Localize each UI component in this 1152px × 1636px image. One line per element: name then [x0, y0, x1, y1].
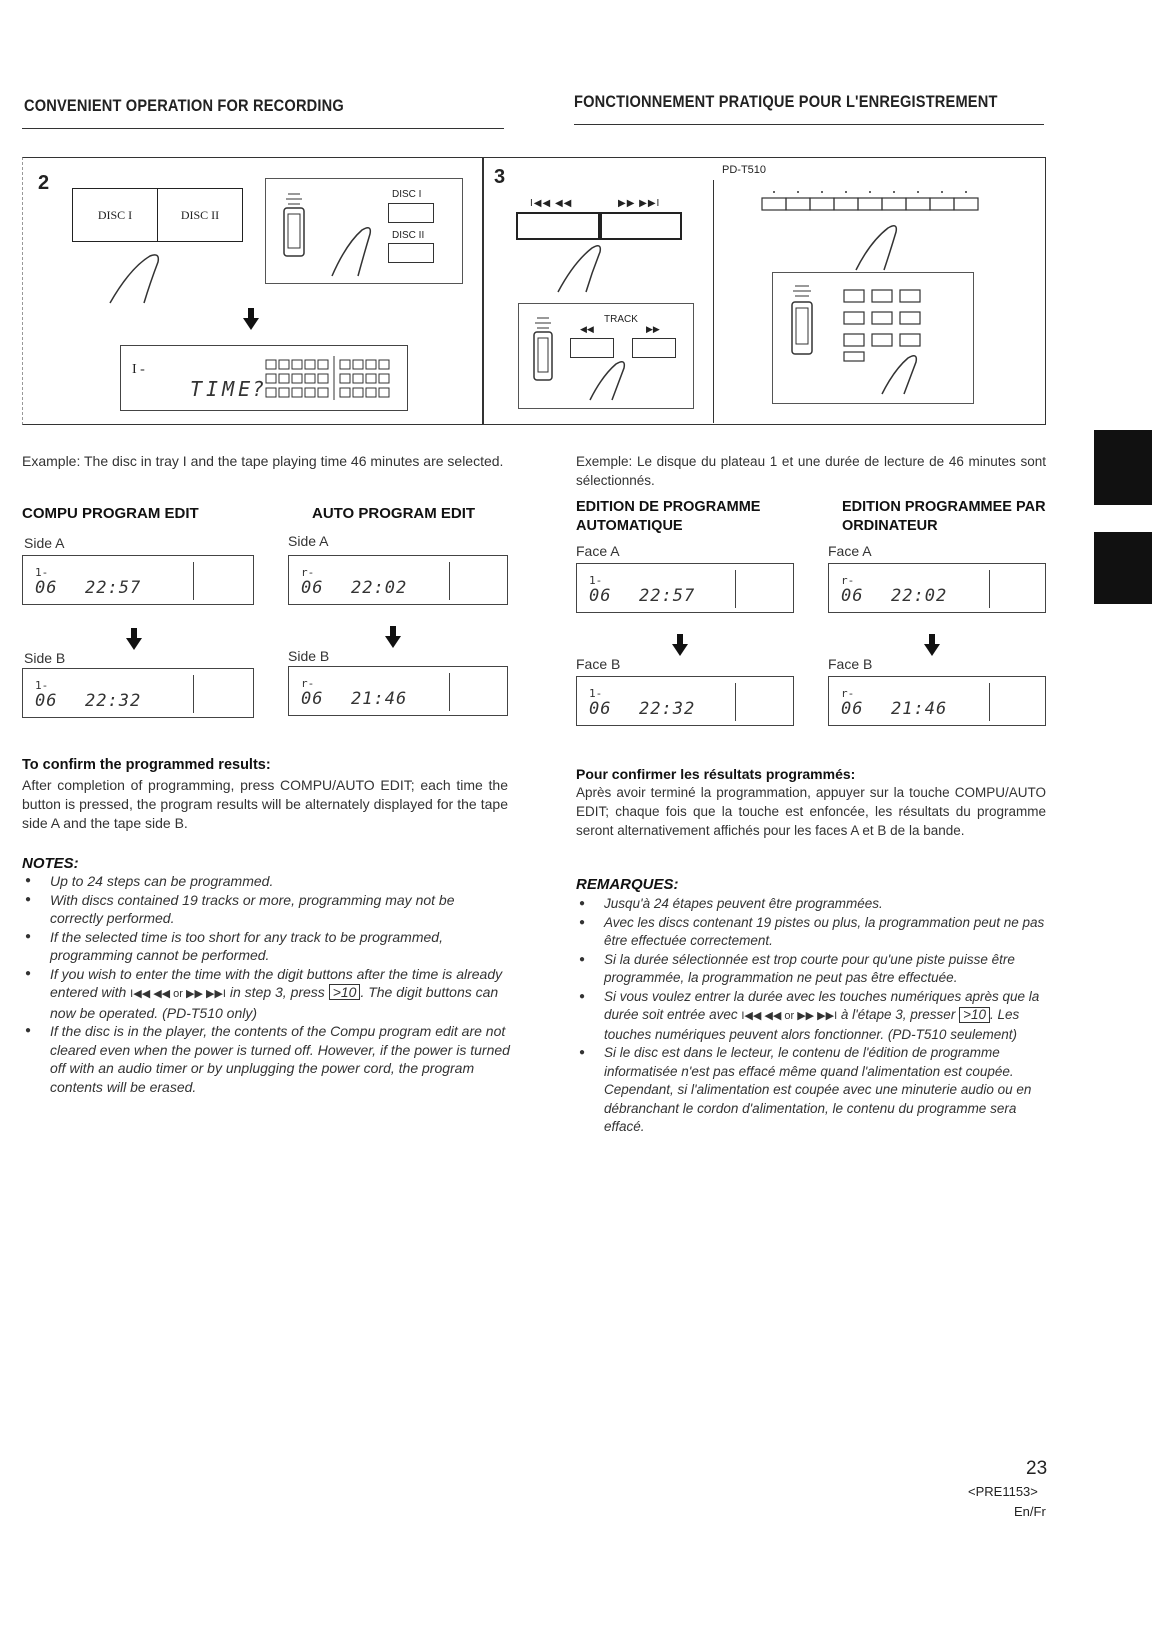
fr-auto-face-b-display: [828, 676, 1046, 726]
figure-divider: [482, 157, 484, 425]
fr-auto-face-a-display: [828, 563, 1046, 613]
display-row: r-: [301, 566, 315, 579]
notes-list-fr: [576, 895, 1050, 1137]
finger-icon: [100, 248, 170, 308]
remote-icon: [530, 314, 558, 384]
track-buttons-icon: [760, 186, 984, 214]
display-track: 06: [589, 586, 612, 606]
skip-next-label: ▶▶ ▶▶I: [618, 198, 661, 209]
time-display-text: TIME: [190, 377, 255, 401]
compu-program-edit-title-fr: EDITION PROGRAMMEE PAR ORDINATEUR: [842, 499, 1046, 534]
side-a-label: Side A: [24, 535, 65, 551]
compu-side-b-display: [22, 668, 254, 718]
down-arrow-icon: [924, 644, 940, 656]
auto-program-edit-title-fr: EDITION DE PROGRAMME AUTOMATIQUE: [576, 499, 761, 534]
figure-divider-2: [713, 180, 714, 423]
down-arrow-icon: [243, 318, 259, 330]
display-divider: [193, 562, 194, 600]
display-track: 06: [841, 699, 864, 719]
display-track: 06: [301, 578, 324, 598]
note-item: [576, 988, 1050, 1045]
confirm-title-fr: Pour confirmer les résultats programmés:: [576, 766, 856, 782]
down-arrow-icon: [126, 638, 142, 650]
auto-side-b-display: [288, 666, 508, 716]
display-row: r-: [841, 574, 855, 587]
note-text: If you wish to enter the time with the digit buttons after the time is already entered with: [50, 965, 503, 1000]
down-arrow-icon: [672, 644, 688, 656]
note-item: [22, 928, 510, 965]
display-time: 22:32: [85, 691, 142, 711]
track-label: TRACK: [604, 314, 638, 325]
section-tab: [1094, 532, 1152, 604]
face-a-label: Face A: [576, 543, 620, 559]
page-title-en: CONVENIENT OPERATION FOR RECORDING: [24, 96, 344, 115]
note-item: [22, 891, 510, 928]
note-item: [22, 1022, 510, 1096]
disc1-button[interactable]: DISC I: [72, 188, 158, 242]
step-2-number: 2: [38, 172, 50, 194]
note-text: in step 3, press: [229, 984, 325, 1000]
header-rule-fr: [574, 124, 1044, 125]
note-item: [22, 965, 510, 1023]
display-divider: [735, 683, 736, 721]
remote-disc2-button[interactable]: [388, 243, 434, 263]
display-divider: [989, 683, 990, 721]
header-rule-en: [22, 128, 504, 129]
display-row: 1-: [589, 687, 603, 700]
example-en: Example: The disc in tray I and the tape playing time 46 minutes are selected.: [22, 453, 504, 469]
language-code: En/Fr: [1014, 1504, 1046, 1519]
note-text: Si le disc est dans le lecteur, le contenu de l'édition de programme informatisée n'est pas effacé même quand l'alimentation est coupée.: [604, 1045, 1014, 1079]
remote-icon: [280, 190, 310, 260]
note-text: . The digit buttons can now be operated. (PD-T510 only): [50, 984, 499, 1021]
note-text: Jusqu'à 24 étapes peuvent être programmées.: [604, 896, 883, 911]
display-divider: [449, 673, 450, 711]
down-arrow-icon: [385, 636, 401, 648]
display-time: 22:02: [891, 586, 948, 606]
skip-keys-label: I◀◀ ◀◀ or ▶▶ ▶▶I: [130, 988, 226, 1000]
note-item: [576, 914, 1050, 951]
note-text: Si la durée sélectionnée est trop courte pour qu'une piste puisse être programmée, la programmation ne peut pas être effectuée.: [604, 951, 1015, 985]
display-time: 22:57: [85, 578, 142, 598]
fr-compu-face-b-display: [576, 676, 794, 726]
remote-disc2-label: DISC II: [392, 230, 425, 241]
track-next-button[interactable]: [632, 338, 676, 358]
remote-disc1-button[interactable]: [388, 203, 434, 223]
compu-side-a-display: [22, 555, 254, 605]
plus10-key: >10: [329, 984, 361, 1000]
side-a-label: Side A: [288, 533, 329, 549]
display-time: 22:57: [639, 586, 696, 606]
face-a-label: Face A: [828, 543, 872, 559]
track-next-label: ▶▶: [646, 324, 660, 334]
note-item: [576, 1044, 1050, 1137]
skip-prev-label: I◀◀ ◀◀: [530, 198, 573, 209]
skip-next-button[interactable]: [598, 212, 682, 240]
note-text: Avec les discs contenant 19 pistes ou plus, la programmation peut ne pas être effectuée correctement.: [604, 914, 1045, 948]
section-tab: [1094, 430, 1152, 505]
track-prev-label: ◀◀: [580, 324, 594, 334]
finger-icon: [552, 240, 612, 296]
display-row: 1-: [35, 566, 49, 579]
display-time: 21:46: [891, 699, 948, 719]
confirm-body-en: After completion of programming, press COMPU/AUTO EDIT; each time the button is pressed, the program results will be alternately displayed for the tape side A and the tape side B.: [22, 777, 508, 831]
display-divider: [449, 562, 450, 600]
page-number: 23: [1026, 1458, 1048, 1479]
segment-grid-icon: [264, 352, 400, 404]
confirm-title-en: To confirm the programmed results:: [22, 757, 271, 773]
note-text: Up to 24 steps can be programmed.: [50, 873, 274, 889]
document-code: <PRE1153>: [968, 1484, 1038, 1499]
note-text: à l'étape 3, presser: [840, 1007, 956, 1022]
display-time: 21:46: [351, 689, 408, 709]
display-time: 22:02: [351, 578, 408, 598]
display-row: r-: [301, 677, 315, 690]
note-item: [576, 951, 1050, 988]
auto-program-edit-title: AUTO PROGRAM EDIT: [312, 505, 476, 522]
note-item: [576, 895, 1050, 914]
finger-icon: [584, 358, 634, 404]
display-divider: [989, 570, 990, 608]
fr-compu-face-a-display: [576, 563, 794, 613]
example-fr: Exemple: Le disque du plateau 1 et une durée de lecture de 46 minutes sont sélectionnés.: [576, 454, 1046, 488]
finger-icon: [850, 222, 910, 274]
display-row: 1-: [589, 574, 603, 587]
finger-icon: [326, 222, 376, 280]
compu-program-edit-title: COMPU PROGRAM EDIT: [22, 505, 199, 522]
disc2-button[interactable]: DISC II: [157, 188, 243, 242]
remote-icon: [788, 280, 816, 360]
step-3-number: 3: [494, 166, 506, 188]
note-text: If the disc is in the player, the contents of the Compu program edit are not cleared even when the power is turned off. However, if the power is turned off with an audio timer or by unplugging the power cord, the program contents will be erased.: [50, 1023, 510, 1095]
side-b-label: Side B: [24, 650, 66, 666]
digit-buttons-icon: [840, 282, 930, 362]
display-track: 06: [35, 691, 58, 711]
plus10-key: >10: [959, 1007, 990, 1023]
remote-disc1-label: DISC I: [392, 189, 422, 200]
display-row: 1-: [35, 679, 49, 692]
side-b-label: Side B: [288, 648, 330, 664]
note-text: With discs contained 19 tracks or more, programming may not be correctly performed.: [50, 891, 455, 926]
skip-prev-button[interactable]: [516, 212, 602, 240]
page-title-fr: FONCTIONNEMENT PRATIQUE POUR L'ENREGISTREMENT: [574, 92, 998, 111]
note-text: Cependant, si l'alimentation est coupée avec une minuterie audio ou en débranchant le cordon d'alimentation, le contenu du programme sera effacé.: [604, 1082, 1032, 1134]
time-display-row: I -: [132, 362, 145, 377]
notes-title-en: NOTES:: [22, 855, 79, 872]
display-row: r-: [841, 687, 855, 700]
notes-list-en: [22, 872, 510, 1096]
face-b-label: Face B: [828, 656, 873, 672]
note-text: If the selected time is too short for any track to be programmed, programming cannot be performed.: [50, 928, 443, 963]
time-display-question: ?: [252, 377, 265, 401]
model-label: PD-T510: [722, 164, 767, 176]
display-track: 06: [841, 586, 864, 606]
auto-side-a-display: [288, 555, 508, 605]
note-text: Si vous voulez entrer la durée avec les touches numériques après que la durée soit entrée avec: [604, 988, 1040, 1022]
note-item: [22, 872, 510, 891]
display-track: 06: [589, 699, 612, 719]
confirm-body-fr: Après avoir terminé la programmation, appuyer sur la touche COMPU/AUTO EDIT; chaque fois que la touche est enfoncée, les résultats du programme seront alternativement affichés pour les faces A et B de la bande.: [576, 785, 1046, 838]
face-b-label: Face B: [576, 656, 621, 672]
finger-icon: [876, 352, 926, 398]
note-text: . Les touches numériques peuvent alors fonctionner. (PD-T510 seulement): [604, 1007, 1020, 1042]
track-prev-button[interactable]: [570, 338, 614, 358]
skip-keys-label: I◀◀ ◀◀ or ▶▶ ▶▶I: [741, 1010, 838, 1022]
display-time: 22:32: [639, 699, 696, 719]
display-track: 06: [301, 689, 324, 709]
display-divider: [735, 570, 736, 608]
display-divider: [193, 675, 194, 713]
display-track: 06: [35, 578, 58, 598]
notes-title-fr: REMARQUES:: [576, 876, 679, 893]
